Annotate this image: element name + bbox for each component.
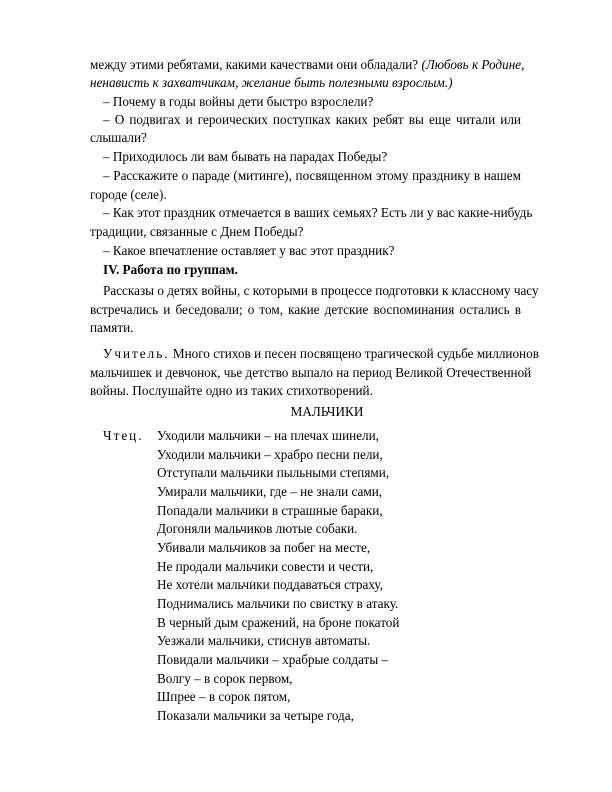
poem-line: Умирали мальчики, где – не знали сами,	[157, 484, 383, 499]
paragraph-line: встречались и беседовали; о том, какие детские воспоминания остались в	[90, 302, 521, 317]
question-line: традиции, связанные с Днем Победы?	[90, 224, 304, 239]
question-line: – Приходилось ли вам бывать на парадах Победы?	[103, 149, 388, 164]
reader-label: Чтец.	[103, 428, 144, 443]
question-line: слышали?	[90, 130, 147, 145]
poem-line: Уезжали мальчики, стиснув автоматы.	[157, 633, 371, 648]
question-line: – Расскажите о параде (митинге), посвященном этому празднику в нашем	[103, 168, 521, 183]
question-line: – Как этот праздник отмечается в ваших семьях? Есть ли у вас какие-нибудь	[103, 205, 533, 220]
italic-answer-text: ненависть к захватчикам, желание быть полезными взрослым.)	[90, 75, 453, 90]
question-line: – Почему в годы войны дети быстро взрослели?	[103, 94, 374, 109]
poem-line: Шпрее – в сорок пятом,	[157, 689, 291, 704]
paragraph-line: памяти.	[90, 320, 134, 335]
italic-answer-text: (Любовь к Родине,	[421, 57, 525, 72]
poem-line: Уходили мальчики – на плечах шинели,	[157, 428, 379, 443]
poem-line: Поднимались мальчики по свистку в атаку.	[157, 596, 399, 611]
poem-line: Убивали мальчиков за побег на месте,	[157, 540, 371, 555]
paragraph-line: мальчишек и девчонок, чье детство выпало на период Великой Отечественной	[90, 365, 532, 380]
poem-line: Повидали мальчики – храбрые солдаты –	[157, 652, 389, 667]
poem-line: В черный дым сражений, на броне покатой	[157, 615, 400, 630]
poem-line: Отступали мальчики пыльными степями,	[157, 465, 390, 480]
teacher-line	[103, 346, 539, 362]
paragraph-text: между этими ребятами, какими качествами они обладали?	[90, 57, 422, 72]
poem-line: Волгу – в сорок первом,	[157, 671, 293, 686]
question-line: – Какое впечатление оставляет у вас этот праздник?	[103, 243, 395, 258]
poem-line: Попадали мальчики в страшные бараки,	[157, 503, 383, 518]
poem-line: Не хотели мальчики поддаваться страху,	[157, 577, 383, 592]
paragraph-line	[90, 57, 525, 73]
question-line: – О подвигах и героических поступках каких ребят вы еще читали или	[103, 112, 521, 127]
poem-line: Показали мальчики за четыре года,	[157, 708, 354, 723]
question-line: городе (селе).	[90, 187, 167, 202]
paragraph-text: Много стихов и песен посвящено трагической судьбе миллионов	[169, 346, 539, 361]
poem-line: Не продали мальчики совести и чести,	[157, 559, 374, 574]
paragraph-line: Рассказы о детях войны, с которыми в процессе подготовки к классному часу	[103, 283, 539, 298]
paragraph-line: войны. Послушайте одно из таких стихотворений.	[90, 383, 373, 398]
poem-title: МАЛЬЧИКИ	[290, 404, 364, 419]
poem-line: Уходили мальчики – храбро песни пели,	[157, 447, 383, 462]
speaker-label: Учитель.	[103, 346, 170, 361]
section-heading: IV. Работа по группам.	[103, 262, 238, 277]
poem-line: Догоняли мальчиков лютые собаки.	[157, 521, 358, 536]
